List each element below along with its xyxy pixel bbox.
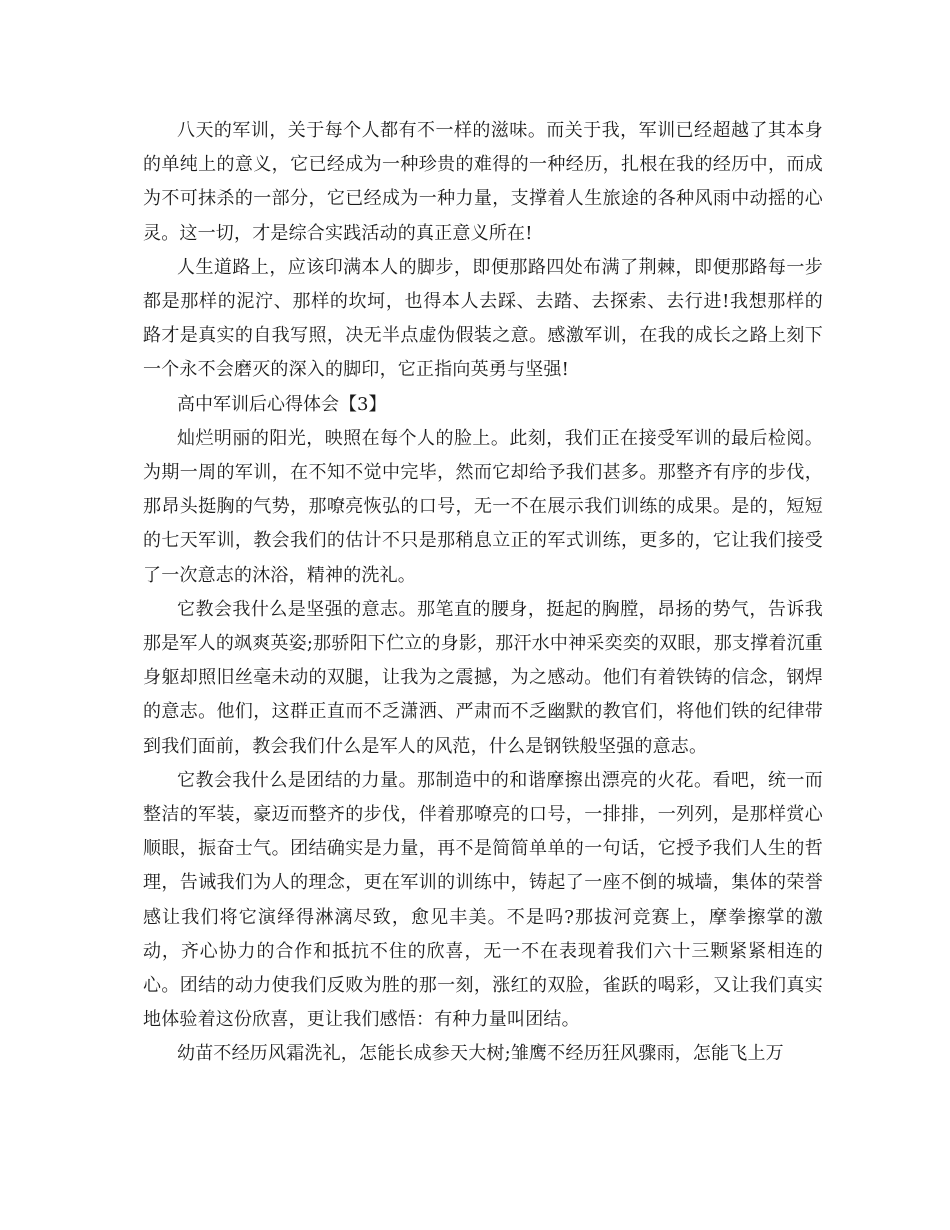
paragraph: 人生道路上，应该印满本人的脚步，即便那路四处布满了荆棘，即便那路每一步都是那样的泥泞、那样的坎坷，也得本人去踩、去踏、去探索、去行进!我想那样的路才是真实的自我写照，决无半点虚伪假装之意。感激军训，在我的成长之路上刻下一个永不会磨灭的深入的脚印，它正指向英勇与坚强!: [143, 256, 823, 381]
section-heading: 高中军训后心得体会【3】: [177, 393, 387, 415]
paragraph: 它教会我什么是团结的力量。那制造中的和谐摩擦出漂亮的火花。看吧，统一而整洁的军装，豪迈而整齐的步伐，伴着那嘹亮的口号，一排排，一列列，是那样赏心顺眼，振奋士气。团结确实是力量，再不是简简单单的一句话，它授予我们人生的哲理，告诫我们为人的理念，更在军训的训练中，铸起了一座不倒的城墙，集体的荣誉感让我们将它演绎得淋漓尽致，愈见丰美。不是吗?那拔河竞赛上，摩拳擦掌的激动，齐心协力的合作和抵抗不住的欣喜，无一不在表现着我们六十三颗紧紧相连的心。团结的动力使我们反败为胜的那一刻，涨红的双脸，雀跃的喝彩，又让我们真实地体验着这份欣喜，更让我们感悟：有种力量叫团结。: [143, 769, 823, 1031]
paragraph: 它教会我什么是坚强的意志。那笔直的腰身，挺起的胸膛，昂扬的势气，告诉我那是军人的飒爽英姿;那骄阳下伫立的身影，那汗水中神采奕奕的双眼，那支撑着沉重身躯却照旧丝毫未动的双腿，让我为之震撼，为之感动。他们有着铁铸的信念，钢焊的意志。他们，这群正直而不乏潇洒、严肃而不乏幽默的教官们，将他们铁的纪律带到我们面前，教会我们什么是军人的风范，什么是钢铁般坚强的意志。: [143, 598, 823, 757]
document-body: [143, 114, 823, 1072]
paragraph: 幼苗不经历风霜洗礼，怎能长成参天大树;雏鹰不经历狂风骤雨，怎能飞上万: [177, 1043, 784, 1065]
paragraph: 灿烂明丽的阳光，映照在每个人的脸上。此刻，我们正在接受军训的最后检阅。为期一周的军训，在不知不觉中完毕，然而它却给予我们甚多。那整齐有序的步伐，那昂头挺胸的气势，那嘹亮恢弘的口号，无一不在展示我们训练的成果。是的，短短的七天军训，教会我们的估计不只是那稍息立正的军式训练，更多的，它让我们接受了一次意志的沐浴，精神的洗礼。: [143, 427, 823, 586]
paragraph: 八天的军训，关于每个人都有不一样的滋味。而关于我，军训已经超越了其本身的单纯上的意义，它已经成为一种珍贵的难得的一种经历，扎根在我的经历中，而成为不可抹杀的一部分，它已经成为一种力量，支撑着人生旅途的各种风雨中动摇的心灵。这一切，才是综合实践活动的真正意义所在!: [143, 120, 823, 244]
